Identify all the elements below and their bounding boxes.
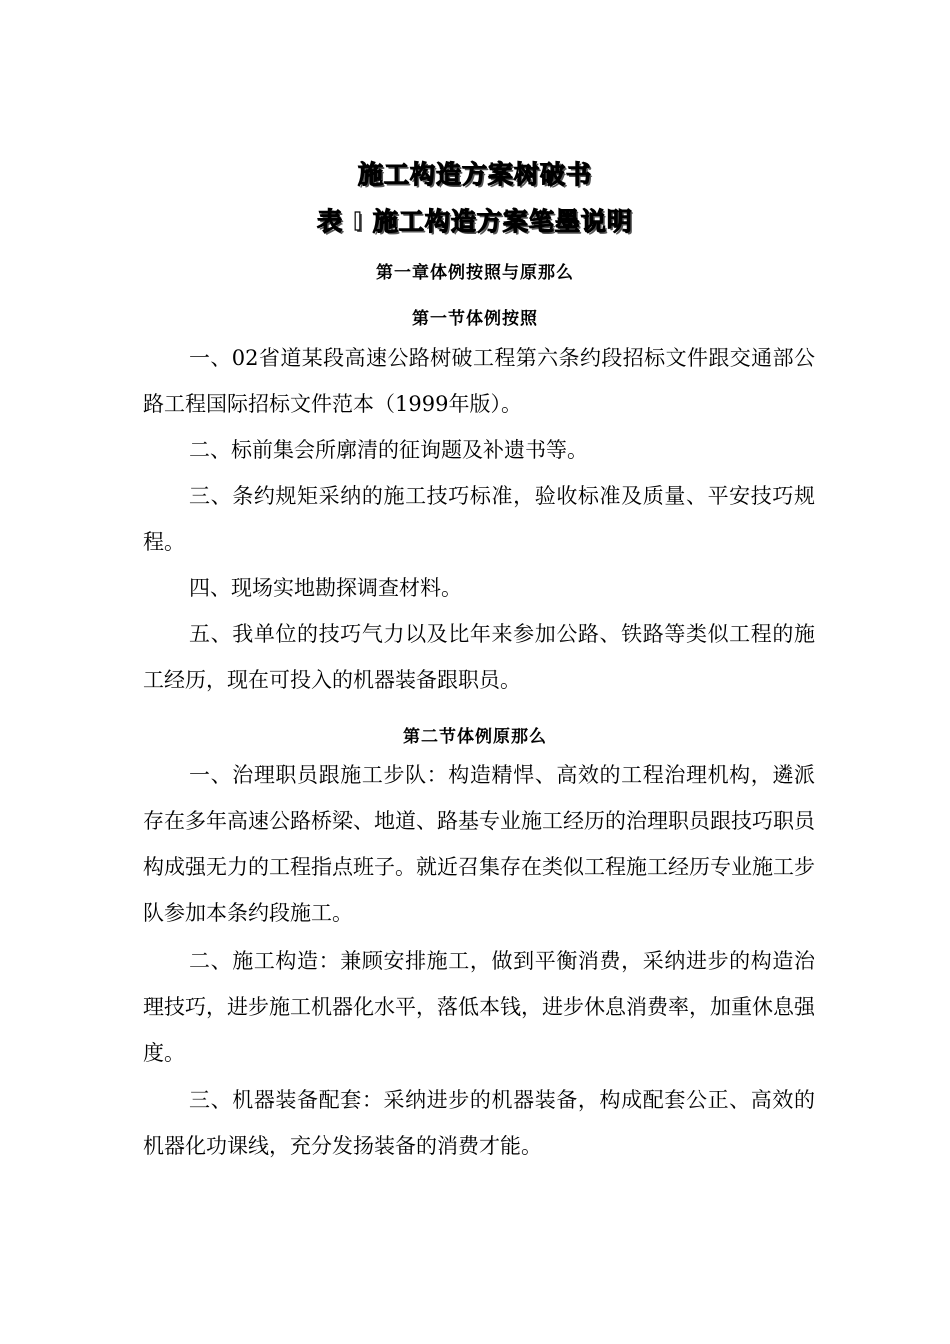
paragraph: 一、02省道某段高速公路树破工程第六条约段招标文件跟交通部公路工程国际招标文件范本（1999年版）。 <box>143 346 815 416</box>
chapter-heading: 第一章体例按照与原那么 <box>376 263 574 283</box>
section-heading-basis: 第一节体例按照 <box>412 309 538 329</box>
document-title: 施工构造方案树破书 <box>357 160 592 189</box>
section-heading-principles: 第二节体例原那么 <box>403 727 547 747</box>
paragraph: 四、现场实地勘探调查材料。 <box>189 576 462 600</box>
paragraph: 三、机器装备配套：采纳进步的机器装备，构成配套公正、高效的机器化功课线，充分发扬装备的消费才能。 <box>143 1088 815 1158</box>
document-subtitle: 表 I 施工构造方案笔墨说明 <box>317 207 633 236</box>
paragraph: 五、我单位的技巧气力以及比年来参加公路、铁路等类似工程的施工经历，现在可投入的机器装备跟职员。 <box>143 622 815 692</box>
paragraph: 二、标前集会所廓清的征询题及补遗书等。 <box>189 438 588 462</box>
paragraph: 三、条约规矩采纳的施工技巧标准，验收标准及质量、平安技巧规程。 <box>143 484 815 554</box>
paragraph: 二、施工构造：兼顾安排施工，做到平衡消费，采纳进步的构造治理技巧，进步施工机器化水平，落低本钱，进步休息消费率，加重休息强度。 <box>143 949 815 1065</box>
paragraph: 一、治理职员跟施工步队：构造精悍、高效的工程治理机构，遴派存在多年高速公路桥梁、地道、路基专业施工经历的治理职员跟技巧职员构成强无力的工程指点班子。就近召集存在类似工程施工经历专业施工步队参加本条约段施工。 <box>143 763 815 925</box>
